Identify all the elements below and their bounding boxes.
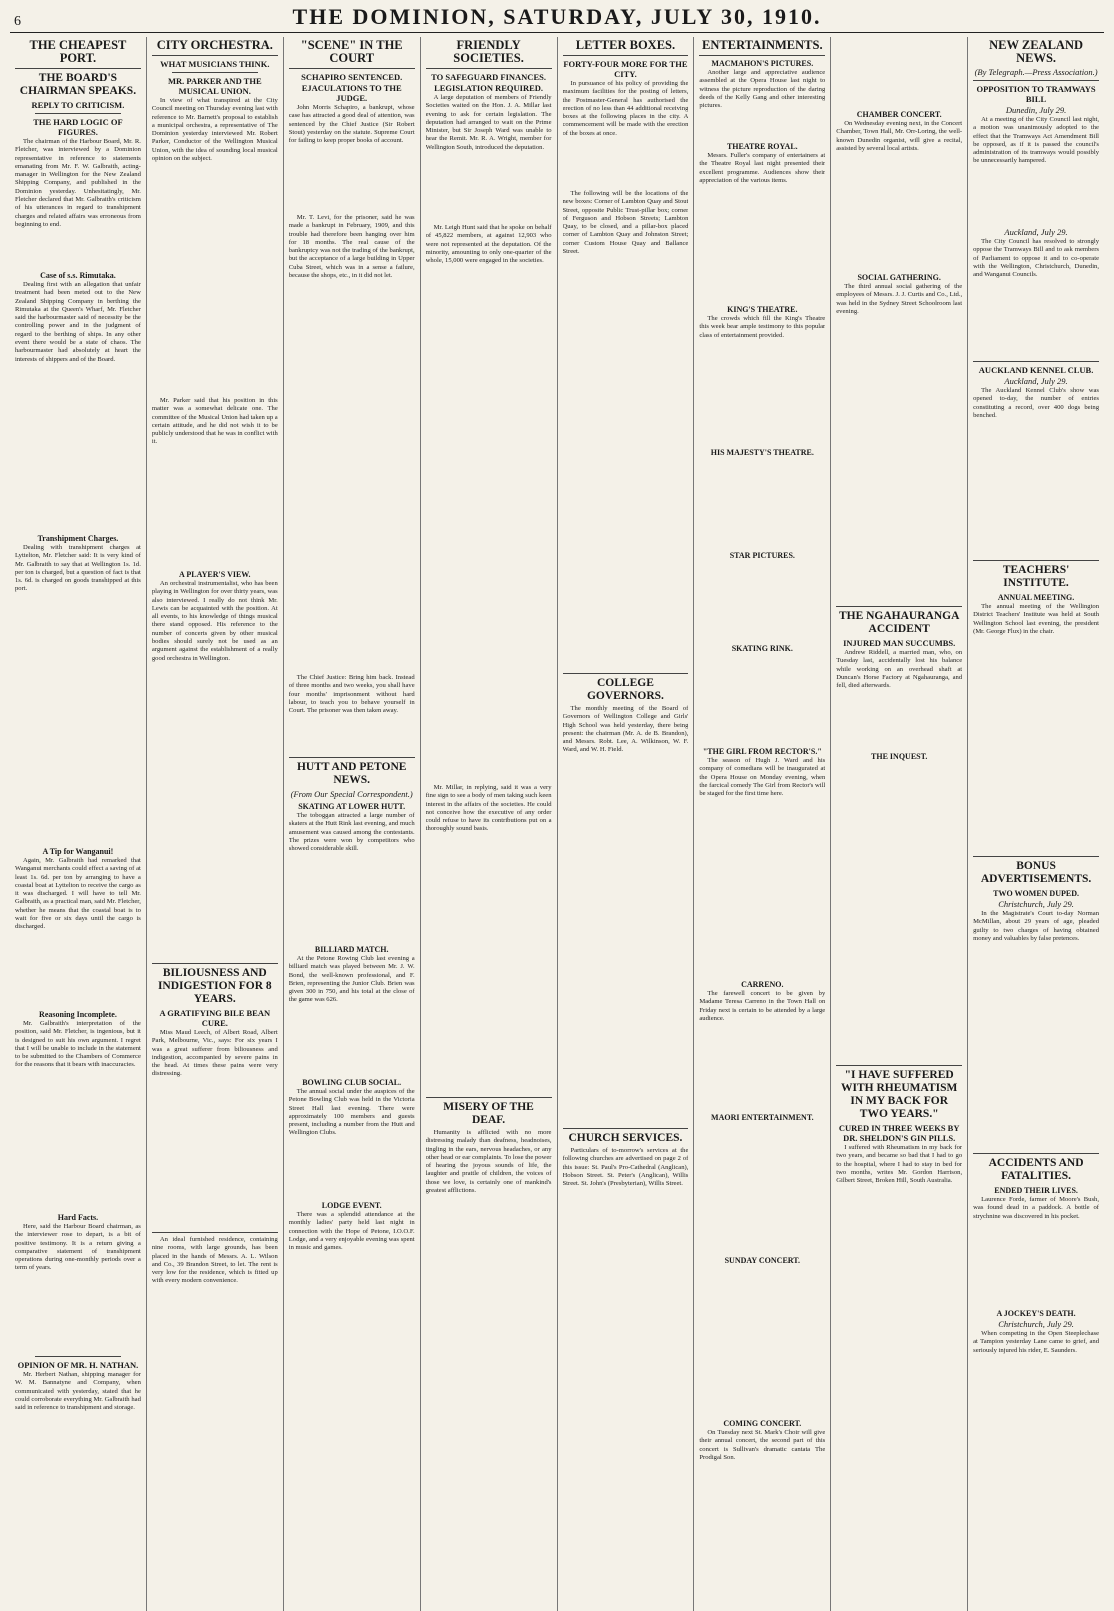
subheadline: WHAT MUSICIANS THINK. (160, 59, 270, 69)
column-5 (558, 37, 695, 1611)
article-text (426, 94, 552, 224)
article-text (699, 1266, 825, 1416)
article-text (289, 214, 415, 674)
paragraph: Messrs. Fuller's company of entertainers at the Theatre Royal last night presented their excellent programme. Audiences show their appreciation of the various items. (699, 152, 826, 184)
divider (973, 361, 1099, 362)
subheadline: AUCKLAND KENNEL CLUB. (978, 365, 1094, 375)
byline: (From Our Special Correspondent.) (290, 789, 413, 799)
paragraph: The monthly meeting of the Board of Governors of Wellington College and Girls' High School was held yesterday, there being present: the chairman (Mr. A. de B. Brandon), and Messrs. Robt. Lee, A. Wilkinson, W. F. Ward, and W. H. Field. (562, 705, 689, 754)
headline: NEW ZEALAND NEWS. (989, 38, 1083, 65)
article-text (836, 649, 962, 749)
subheadline: OPINION OF MR. H. NATHAN. (17, 1360, 139, 1370)
column-1 (10, 37, 147, 1611)
section-heading: THEATRE ROYAL. (726, 142, 798, 151)
divider (152, 55, 278, 56)
section-heading: Case of s.s. Rimutaka. (40, 271, 116, 280)
subheadline: EJACULATIONS TO THE JUDGE. (301, 83, 402, 103)
divider (973, 856, 1099, 857)
article-text (836, 37, 962, 107)
paragraph: Laurence Forde, farmer of Moore's Bush, was found dead in a paddock. A bottle of strychnine was discovered in his pocket. (973, 1196, 1099, 1220)
paragraph: At a meeting of the City Council last night, a motion was unanimously adopted to the effect that the Tramways Act Amendment Bill be opposed, as if it is passed the council's administration of its tramways would possibly be unnecessarily hampered. (973, 116, 1099, 165)
article-text (836, 762, 962, 1062)
article-text (699, 654, 825, 744)
headline: LETTER BOXES. (575, 38, 676, 52)
article-text (699, 69, 825, 139)
section-heading: SKATING AT LOWER HUTT. (298, 802, 406, 811)
newspaper-title: THE DOMINION, SATURDAY, JULY 30, 1910. (292, 4, 822, 29)
divider (289, 68, 415, 69)
headline: HUTT AND PETONE NEWS. (296, 761, 407, 786)
paragraph: When competing in the Open Steeplechase at Tampion yesterday Lane came to grief, and seriously injured his rider, E. Saunders. (973, 1330, 1099, 1354)
headline: CHURCH SERVICES. (568, 1132, 683, 1144)
paragraph: Again, Mr. Galbraith had remarked that Wanganui merchants could effect a saving of at least 1s. 6d. per ton by arranging to have a coastal boat at Lyttelton to receive the cargo as it was discharged. I will have to tell Mr. Galbraith, as a practical man, said Mr. Fletcher, whether he means that the coastal boat is to wait for five or six days until the cargo is discharged. (15, 857, 141, 931)
subheadline: FORTY-FOUR MORE FOR THE CITY. (563, 59, 688, 79)
divider (289, 757, 415, 758)
paragraph: Mr. Galbraith's interpretation of the position, said Mr. Fletcher, is ingenious, but it is designed to suit his own argument. I regret that I will be unable to include in the statement to be submitted to the Chambers of Commerce for the reasons that it bears with inaccuracies. (15, 1020, 141, 1069)
article-text (699, 1429, 825, 1499)
article-text (973, 910, 1099, 1150)
headline: ACCIDENTS AND FATALITIES. (988, 1157, 1084, 1182)
section-heading: BOWLING CLUB SOCIAL. (302, 1078, 402, 1087)
dateline: Christchurch, July 29. (998, 899, 1074, 909)
column-2 (147, 37, 284, 1611)
paragraph: The City Council has resolved to strongly oppose the Tramways Bill and to ask members of Parliament to oppose it and to co-operate with the Wellington, Christchurch, Dunedin, and Wanganui Councils. (973, 238, 1099, 279)
section-heading: CARRENO. (741, 980, 784, 989)
article-text (426, 784, 552, 1094)
article-text (973, 238, 1099, 358)
article-text (973, 603, 1099, 853)
divider (426, 1097, 552, 1098)
section-heading: BILLIARD MATCH. (314, 945, 389, 954)
dateline: Christchurch, July 29. (998, 1319, 1074, 1329)
section-heading: MAORI ENTERTAINMENT. (711, 1113, 814, 1122)
article-text (699, 152, 825, 302)
section-heading: Hard Facts. (57, 1213, 99, 1222)
paragraph: I suffered with Rheumatism in my back for two years, and became so bad that I had to go to the hospital, where I had to stay in bed for two months, writes Mr. Gordon Harrison, Gilbert Street, Broken Hill, South Australia. (836, 1144, 963, 1185)
article-text (973, 1330, 1099, 1420)
advert-headline: "I HAVE SUFFERED WITH RHEUMATISM IN MY BACK FOR TWO YEARS." (840, 1069, 958, 1120)
article-text (426, 224, 552, 784)
advert-subheadline: A GRATIFYING BILE BEAN CURE. (159, 1008, 271, 1028)
dateline: Dunedin, July 29. (1005, 105, 1067, 115)
paragraph: The following will be the locations of the new boxes: Corner of Lambton Quay and Stout Street, opposite Public Trust-pillar box; corner of Ferguson and Hobson Streets; Lambton Quay, to be closed, and a pillar-box placed corner of Lambton Quay and Johnston Street; corner Custom House Quay and Ballance Street. (562, 190, 689, 256)
divider (172, 72, 258, 73)
headline: FRIENDLY SOCIETIES. (453, 38, 524, 65)
section-heading: A JOCKEY'S DEATH. (996, 1309, 1076, 1318)
paragraph: A large deputation of members of Friendly Societies waited on the Hon. J. A. Millar last evening to ask for certain legislation. The deputation had arranged to wait on the Prime Minister, but Sir Joseph Ward was unable to hear the Remit. Mr. R. A. Wright, member for Wellington South, introduced the deputation. (425, 94, 552, 151)
section-heading: SUNDAY CONCERT. (724, 1256, 801, 1265)
paragraph: Mr. Millar, in replying, said it was a very fine sign to see a body of men taking such keen interest in the affairs of the societies. He could not conceive how the executive of any order could refuse to have its contributions put on a thoroughly sound basis. (425, 784, 552, 833)
divider (152, 963, 278, 964)
subheadline: THE HARD LOGIC OF FIGURES. (33, 117, 123, 137)
article-text (152, 97, 278, 397)
divider (426, 68, 552, 69)
article-text (15, 857, 141, 1007)
paragraph: John Morris Schapiro, a bankrupt, whose case has attracted a good deal of attention, was sentenced by the Chief Justice (Sir Robert Stout) yesterday on the statute. Supreme Court for failing to keep proper books of account. (288, 104, 415, 145)
divider (35, 113, 121, 114)
paragraph: Andrew Riddell, a married man, who, on Tuesday last, accidentally lost his balance while working on an overhead shaft at Duncan's Horse Factory at Ngahauranga, and fell, died afterwards. (836, 649, 963, 690)
headline: "SCENE" IN THE COURT (300, 38, 403, 65)
article-text (699, 990, 825, 1110)
advert-subheadline: CURED IN THREE WEEKS BY DR. SHELDON'S GIN PILLS. (838, 1123, 960, 1143)
divider (836, 1065, 962, 1066)
section-heading: MACMAHON'S PICTURES. (711, 59, 814, 68)
section-heading: COMING CONCERT. (723, 1419, 802, 1428)
byline: (By Telegraph.—Press Association.) (974, 67, 1098, 77)
section-heading: ANNUAL MEETING. (997, 593, 1075, 602)
paragraph: An ideal furnished residence, containing nine rooms, with large grounds, has been placed in the hands of Messrs. A. L. Wilson and Co., 39 Brandon Street, to let. The rent is very low for the residence, which is fitted up with every modern convenience. (151, 1236, 278, 1285)
article-text (699, 1123, 825, 1253)
paragraph: The third annual social gathering of the employees of Messrs. J. J. Curtis and Co., Ltd., was held in the Sydney Street Schoolroom last evening. (836, 283, 963, 315)
article-text (973, 387, 1099, 557)
article-text (152, 1236, 278, 1476)
divider (563, 1128, 689, 1129)
article-text (289, 1088, 415, 1198)
section-heading: "THE GIRL FROM RECTOR'S." (702, 747, 822, 756)
divider (15, 68, 141, 69)
divider (973, 80, 1099, 81)
section-heading: SKATING RINK. (731, 644, 793, 653)
paragraph: On Tuesday next St. Mark's Choir will give their annual concert, the second part of this concert is Sullivan's dramatic cantata The Prodigal Son. (699, 1429, 826, 1461)
article-text (289, 674, 415, 754)
paragraph: Humanity is afflicted with no more distressing malady than deafness, headnoises, tingling in the ears, nervous headaches, or any other head or ear complaints. To lose the power of hearing the joyous sounds of life, the laughter and prattle of children, the voices of those we love, is certainly one of mankind's greatest afflictions. (425, 1129, 552, 1195)
paragraph: The annual meeting of the Wellington District Teachers' Institute was held at South Wellington School last evening, the president (Mr. George Flux) in the chair. (973, 603, 1099, 635)
paragraph: In view of what transpired at the City Council meeting on Thursday evening last with reference to Mr. Barnett's proposal to establish a municipal orchestra, a representative of The Dominion yesterday interviewed Mr. Robert Parker, Conductor of the Wellington Musical Union, with the idea of sounding local musical opinion on the subject. (151, 97, 278, 163)
subheadline: OPPOSITION TO TRAMWAYS BILL (976, 84, 1096, 104)
article-text (152, 580, 278, 960)
paragraph: An orchestral instrumentalist, who has been playing in Wellington for over thirty years, was also interviewed. I really do not think Mr. Lewis can be acquainted with the position. At all events, to his knowledge of things musical there stand opposed. His reference to the number of concerts given by other musical bodies should surely not be used as an argument against the establishment of a really good orchestra in Wellington. (151, 580, 278, 662)
section-heading: A PLAYER'S VIEW. (179, 570, 251, 579)
paragraph: The Auckland Kennel Club's show was opened to-day, the number of entries constituting a record, over 400 dogs being benched. (973, 387, 1099, 419)
article-text (289, 1211, 415, 1431)
divider (152, 1232, 278, 1233)
paragraph: Particulars of to-morrow's services at the following churches are advertised on page 2 of this issue: St. Paul's Pro-Cathedral (Anglican), Hobson Street. St. Peter's (Anglican), Willis Street. St. John's (Presbyterian), Willis Street. (562, 1147, 689, 1188)
section-heading: LODGE EVENT. (321, 1201, 382, 1210)
paragraph: The Chief Justice: Bring him back. Instead of three months and two weeks, you shall have four months' imprisonment without hard labour, to teach you to behave yourself in Court. The prisoner was then taken away. (288, 674, 415, 715)
section-heading: ENDED THEIR LIVES. (994, 1186, 1078, 1195)
column-6 (694, 37, 831, 1611)
subheadline: REPLY TO CRITICISM. (31, 100, 125, 110)
paragraph: The farewell concert to be given by Madame Teresa Carreno in the Town Hall on Friday next is certain to be attended by a large audience. (699, 990, 826, 1022)
divider (35, 1356, 121, 1357)
paragraph: Miss Maud Leech, of Albert Road, Albert Park, Melbourne, Vic., says: For six years I was a great sufferer from biliousness and indigestion, accompanied by severe pains in the head. At times these pains were very distressing. (151, 1029, 278, 1078)
article-text (152, 397, 278, 567)
headline: BONUS ADVERTISEMENTS. (980, 860, 1092, 885)
subheadline: SCHAPIRO SENTENCED. (301, 72, 403, 82)
article-text (426, 1129, 552, 1569)
section-heading: Reasoning Incomplete. (39, 1010, 117, 1019)
article-text (289, 955, 415, 1075)
article-text (699, 561, 825, 641)
article-text (699, 458, 825, 548)
dateline: Auckland, July 29. (1004, 376, 1068, 386)
paragraph: Dealing with transhipment charges at Lyttelton, Mr. Fletcher said: It is very kind of Mr. Galbraith to say that at Wellington 1s. 1d. per ton is charged, but a question of fact is that 1s. 6d. is charged on goods transhipped at this port. (15, 544, 141, 593)
advert-headline: BILIOUSNESS AND INDIGESTION FOR 8 YEARS. (157, 967, 272, 1005)
article-text (699, 315, 825, 445)
headline: THE CHEAPEST PORT. (29, 38, 127, 65)
subheadline: MR. PARKER AND THE MUSICAL UNION. (167, 76, 262, 96)
paragraph: The toboggan attracted a large number of skaters at the Hutt Rink last evening, and much amusement was caused among the contestants. The prizes were won by competitors who showed considerable skill. (288, 812, 415, 853)
subheadline: LEGISLATION REQUIRED. (434, 83, 544, 93)
headline: THE NGAHAURANGA ACCIDENT (838, 610, 960, 635)
page-number: 6 (14, 14, 21, 29)
article-text (289, 812, 415, 942)
paragraph: Here, said the Harbour Board chairman, as the interviewer rose to depart, is a bit of positive testimony. It is a return giving a comparative statement of transhipment operations during one-monthly periods over a term of years. (15, 1223, 141, 1272)
article-text (836, 283, 962, 603)
article-text (15, 1223, 141, 1353)
paragraph: Dealing first with an allegation that unfair treatment had been meted out to the New Zealand Shipping Company in berthing the Rimutaka at the Queen's Wharf, Mr. Fletcher said the harbourmaster said of necessity be the controlling power and in the judgment of regard to the berthing of ships. In any other event there would be a state of chaos. The harbourmaster had absolutely at heart the interests of shippers and of the Board. (15, 281, 141, 363)
headline: CITY ORCHESTRA. (156, 38, 273, 52)
paragraph: Mr. Herbert Nathan, shipping manager for W. M. Bannatyne and Company, when communicated with yesterday, stated that he could corroborate everything Mr. Galbraith had said in reference to transhipment and storage. (15, 1371, 141, 1412)
paragraph: Mr. Leigh Hunt said that he spoke on behalf of 45,822 members, at against 12,903 who were not represented at the deputation. Of the minority, amounting to only one-quarter of the whole, 15,000 were engaged in the societies. (425, 224, 552, 265)
divider (836, 606, 962, 607)
masthead (10, 4, 1104, 33)
columns (10, 37, 1104, 1611)
paragraph: The chairman of the Harbour Board, Mr. R. Fletcher, was interviewed by a Dominion representative in reference to statements emanating from Mr. F. W. Galbraith, acting-manager in Wellington for the New Zealand Shipping Company, and published in the Dominion yesterday. Unhesitatingly, Mr. Fletcher declared that Mr. Galbraith's criticism of his utterances in regard to transhipment charges and related affairs was erroneous from beginning to end. (15, 138, 141, 228)
section-heading: CHAMBER CONCERT. (856, 110, 942, 119)
divider (699, 55, 825, 56)
paragraph: Another large and appreciative audience assembled at the Opera House last night to witness the picture reproduction of the daring deeds of the Kelly Gang and other interesting pictures. (699, 69, 826, 110)
divider (563, 673, 689, 674)
paragraph: The crowds which fill the King's Theatre this week bear ample testimony to this popular class of entertainment provided. (699, 315, 826, 339)
section-heading: Transhipment Charges. (37, 534, 119, 543)
article-text (563, 1147, 689, 1567)
section-heading: STAR PICTURES. (729, 551, 795, 560)
subheadline: TO SAFEGUARD FINANCES. (431, 72, 546, 82)
article-text (563, 705, 689, 1125)
section-heading: KING'S THEATRE. (727, 305, 798, 314)
article-text (15, 281, 141, 531)
headline: ENTERTAINMENTS. (702, 38, 823, 52)
article-text (563, 190, 689, 670)
article-text (15, 138, 141, 268)
paragraph: Mr. Parker said that his position in this matter was a somewhat delicate one. The committee of the Musical Union had taken up a certain attitude, and he did not wish it to be publicly understood that he was in conflict with it. (151, 397, 278, 446)
article-text (973, 1196, 1099, 1306)
divider (973, 560, 1099, 561)
article-text (15, 1020, 141, 1210)
subheadline: INJURED MAN SUCCUMBS. (843, 638, 956, 648)
article-text (563, 80, 689, 190)
dateline: Auckland, July 29. (1004, 227, 1068, 237)
column-7 (831, 37, 968, 1611)
article-text (836, 1144, 962, 1564)
advert-headline: MISERY OF THE DEAF. (443, 1101, 534, 1126)
headline: TEACHERS' INSTITUTE. (1002, 564, 1070, 589)
column-4 (421, 37, 558, 1611)
headline: THE BOARD'S CHAIRMAN SPEAKS. (19, 72, 137, 97)
divider (973, 1153, 1099, 1154)
article-text (15, 1371, 141, 1491)
paragraph: Mr. T. Levi, for the prisoner, said he was made a bankrupt in February, 1909, and this trouble had therefore been hanging over him for 18 months. The real cause of the bankruptcy was not the trading of the bankrupt, but the acceptance of a large building in Upper Cuba Street, which was in a sense a failure, because the shops, etc., in it did not let. (288, 214, 415, 280)
article-text (152, 1029, 278, 1229)
paragraph: There was a splendid attendance at the monthly ladies' party held last night in connection with the Hope of Petone, I.O.O.F. Lodge, and a very enjoyable evening was spent in music and games. (288, 1211, 415, 1252)
article-text (15, 544, 141, 844)
section-heading: A Tip for Wanganui! (42, 847, 114, 856)
section-heading: HIS MAJESTY'S THEATRE. (710, 448, 814, 457)
paragraph: On Wednesday evening next, in the Concert Chamber, Town Hall, Mr. Orr-Loring, the well-known Dunedin organist, will give a recital, assisted by several local artists. (836, 120, 963, 152)
section-heading: TWO WOMEN DUPED. (993, 889, 1079, 898)
divider (563, 55, 689, 56)
paragraph: The annual social under the auspices of the Petone Bowling Club was held in the Victoria Street Hall last evening. There were approximately 100 members and guests present, including a number from the Hutt and Wellington Clubs. (288, 1088, 415, 1137)
section-heading: SOCIAL GATHERING. (857, 273, 941, 282)
column-3 (284, 37, 421, 1611)
paragraph: In pursuance of his policy of providing the maximum facilities for the posting of letters, the Postmaster-General has authorised the erection of no less than 44 additional receiving boxes at the following places in the city. A commencement will be made with the erection of the boxes at once. (562, 80, 689, 137)
section-heading: THE INQUEST. (871, 752, 928, 761)
column-8 (968, 37, 1104, 1611)
article-text (289, 104, 415, 214)
article-text (836, 120, 962, 270)
article-text (973, 116, 1099, 226)
paragraph: The season of Hugh J. Ward and his company of comedians will be inaugurated at the Opera House on Monday evening, when the farcical comedy The Girl from Rector's will be staged for the first time here. (699, 757, 826, 798)
paragraph: At the Petone Rowing Club last evening a billiard match was played between Mr. J. W. Bond, the well-known professional, and F. Brien, representing the Junior Club. Brien was given 300 in 750, and his total at the close of the game was 626. (288, 955, 415, 1004)
article-text (699, 757, 825, 977)
paragraph: In the Magistrate's Court to-day Norman McMillan, about 29 years of age, pleaded guilty to two charges of having obtained money and valuables by false pretences. (973, 910, 1099, 942)
headline: COLLEGE GOVERNORS. (586, 677, 664, 702)
